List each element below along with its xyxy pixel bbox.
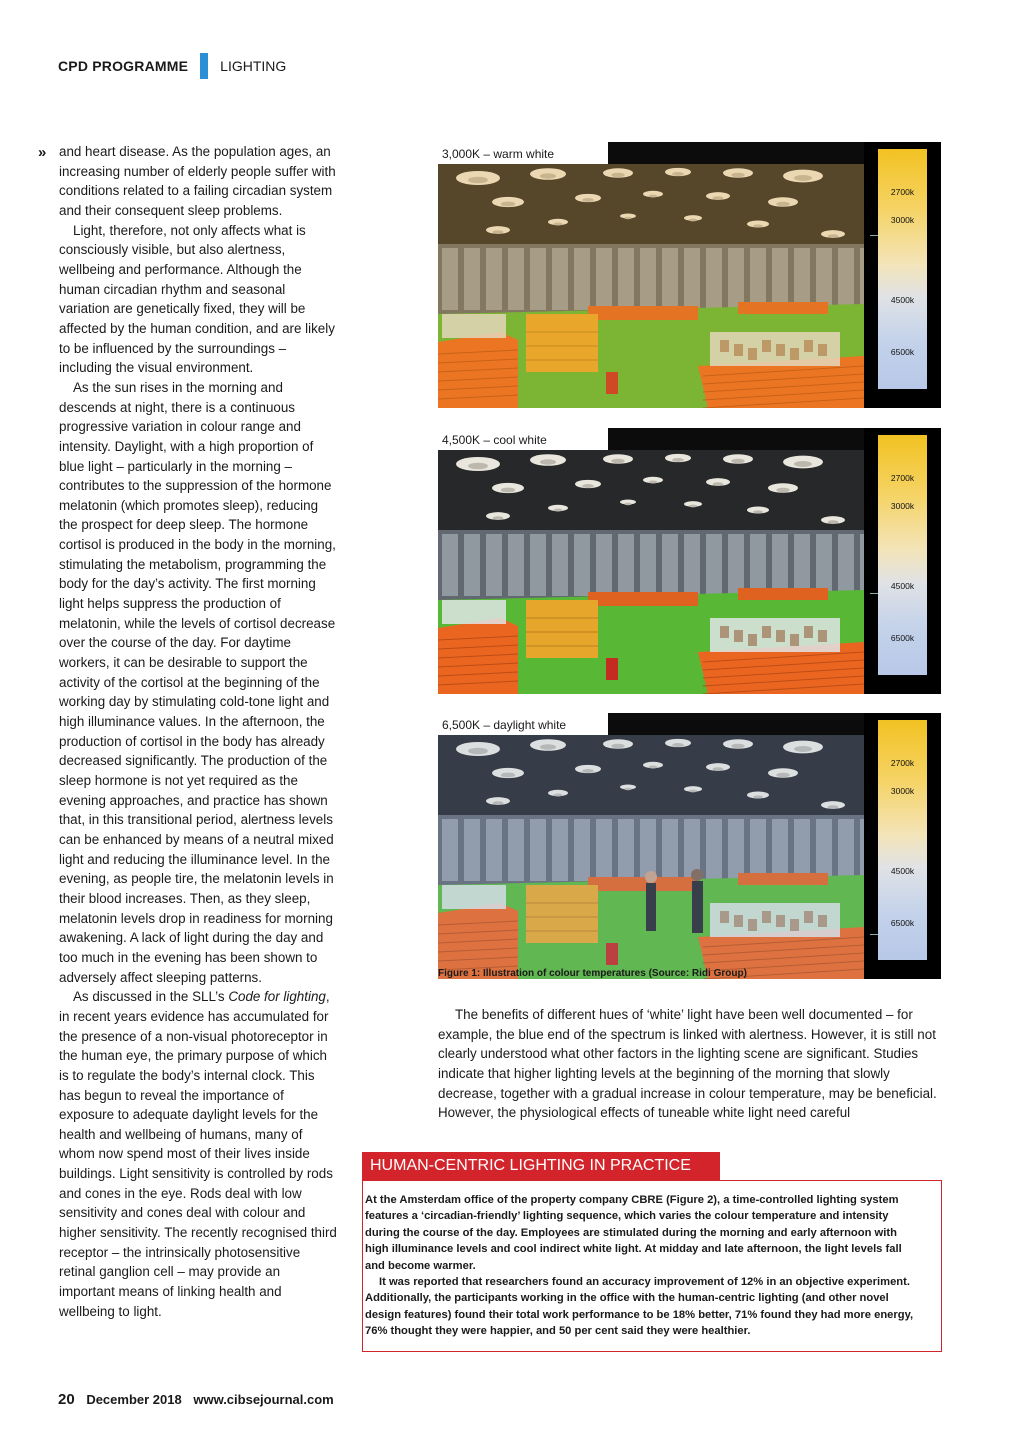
level-marker: [870, 593, 878, 594]
tick-2700k: 2700k: [890, 758, 915, 768]
website-link[interactable]: www.cibsejournal.com: [193, 1392, 334, 1407]
body-paragraph-2: Light, therefore, not only affects what is consciously visible, but also alertness, wellbeing and performance. Although the human circadian rhythm and seasonal variation are genetically fixed, they will be affected by the human condition, and are likely to be influenced by the surroundings – including the visual environment.: [59, 222, 335, 376]
office-scene: [438, 164, 864, 408]
boxout-paragraph-1: At the Amsterdam office of the property company CBRE (Figure 2), a time-controlled lighting system features a ‘circadian-friendly’ lighting sequence, which varies the colour temperature and intensity during the course of the day. Employees are stimulated during the morning and early afternoon with high illuminance levels and cool indirect white light. At midday and late afternoon, the light levels fall and become warmer.: [365, 1194, 902, 1272]
figure-warm-white: [438, 142, 941, 408]
boxout-panel: [362, 1180, 942, 1352]
tick-2700k: 2700k: [890, 473, 915, 483]
figure-caption: Figure 1: Illustration of colour temperatures (Source: Ridi Group): [438, 968, 747, 979]
figure-daylight-white: [438, 713, 941, 979]
issue-date: December 2018: [86, 1392, 182, 1407]
colour-temperature-scale: [864, 428, 941, 694]
tick-3000k: 3000k: [890, 786, 915, 796]
body-paragraph-1: and heart disease. As the population ages, an increasing number of elderly people suffer with conditions related to a failing circadian system and their consequent sleep problems.: [59, 144, 336, 218]
figure-label: 3,000K – warm white: [438, 142, 608, 164]
running-header: [58, 52, 286, 80]
body-paragraph-3: As the sun rises in the morning and descends at night, there is a continuous progressive variation in colour range and intensity. Daylight, with a high proportion of blue light – particularly in the morning – contributes to the suppression of the hormone melatonin (which promotes sleep), reducing the prospect for deep sleep. The hormone cortisol is produced in the body in the morning, stimulating the metabolism, programming the body for the day’s activity. The first morning light helps suppress the production of melatonin, while the levels of cortisol decrease over the course of the day. For daytime workers, it can be desirable to support the activity of the cortisol at the beginning of the working day by stimulating cold-tone light and high illuminance values. In the afternoon, the production of cortisol in the body has already decreased significantly. The production of the sleep hormone is not yet required as the evening approaches, and practice has shown that, in this transitional period, alertness levels can be enhanced by means of a neutral mixed light and reducing the illuminance level. In the evening, as people tire, the melatonin levels in their blood increases. Then, as they sleep, melatonin levels drop in readiness for morning awakening. A lack of light during the day and too much in the evening has been shown to adversely affect sleeping patterns.: [59, 379, 336, 985]
tick-4500k: 4500k: [890, 295, 915, 305]
figure-label: 4,500K – cool white: [438, 428, 608, 450]
header-divider: [200, 53, 208, 79]
code-for-lighting-title: Code for lighting: [228, 989, 326, 1005]
topic-label: LIGHTING: [220, 58, 287, 74]
tick-3000k: 3000k: [890, 501, 915, 511]
tick-6500k: 6500k: [890, 633, 915, 643]
tick-6500k: 6500k: [890, 918, 915, 928]
colour-temperature-scale: [864, 142, 941, 408]
p4-text-b: , in recent years evidence has accumulated for the presence of a non-visual photoreceptor in the human eye, the primary purpose of which is to regulate the body’s internal clock. This has begun to reveal the importance of exposure to adequate daylight levels for the health and wellbeing of humans, many of whom now spend most of their lives inside buildings. Light sensitivity is controlled by rods and cones in the eye. Rods deal with low sensitivity and cones deal with colour and higher sensitivity. The recently recognised third receptor – the intrinsically photosensitive retinal ganglion cell – may provide an important means of linking health and wellbeing to light.: [59, 989, 337, 1319]
body-paragraph-4: [38, 987, 338, 1321]
tick-2700k: 2700k: [890, 187, 915, 197]
p4-text-a: As discussed in the SLL’s: [73, 989, 229, 1005]
office-photo: [438, 735, 864, 979]
office-scene: [438, 735, 864, 979]
page-footer: [58, 1391, 334, 1408]
colour-temperature-scale: [864, 713, 941, 979]
boxout-paragraph-2: It was reported that researchers found an accuracy improvement of 12% in an objective experiment. Additionally, the participants working in the office with the human-centric lighting (and other novel design features) found their total work performance to be 18% better, 71% found they had more energy, 76% thought they were happier, and 50 per cent said they were healthier.: [365, 1276, 914, 1338]
tick-4500k: 4500k: [890, 581, 915, 591]
level-marker: [870, 934, 878, 935]
tick-4500k: 4500k: [890, 866, 915, 876]
figure-cool-white: [438, 428, 941, 694]
continuation-chevron-icon: »: [38, 144, 44, 161]
office-photo: [438, 164, 864, 408]
boxout-title: HUMAN-CENTRIC LIGHTING IN PRACTICE: [362, 1152, 720, 1180]
office-photo: [438, 450, 864, 694]
tick-3000k: 3000k: [890, 215, 915, 225]
section-label: CPD PROGRAMME: [58, 58, 189, 74]
office-scene: [438, 450, 864, 694]
level-marker: [870, 235, 878, 236]
figure-label: 6,500K – daylight white: [438, 713, 608, 735]
left-text-column: [38, 142, 338, 1321]
page-number: 20: [58, 1391, 75, 1408]
right-text-column: The benefits of different hues of ‘white’ light have been well documented – for example, the blue end of the spectrum is linked with alertness. However, it is still not clearly understood what other factors in the lighting scene are significant. Studies indicate that higher lighting levels at the beginning of the morning that slowly decrease, together with a gradual increase in colour temperature, may be beneficial. However, the physiological effects of tuneable white light need careful: [438, 1007, 937, 1121]
tick-6500k: 6500k: [890, 347, 915, 357]
